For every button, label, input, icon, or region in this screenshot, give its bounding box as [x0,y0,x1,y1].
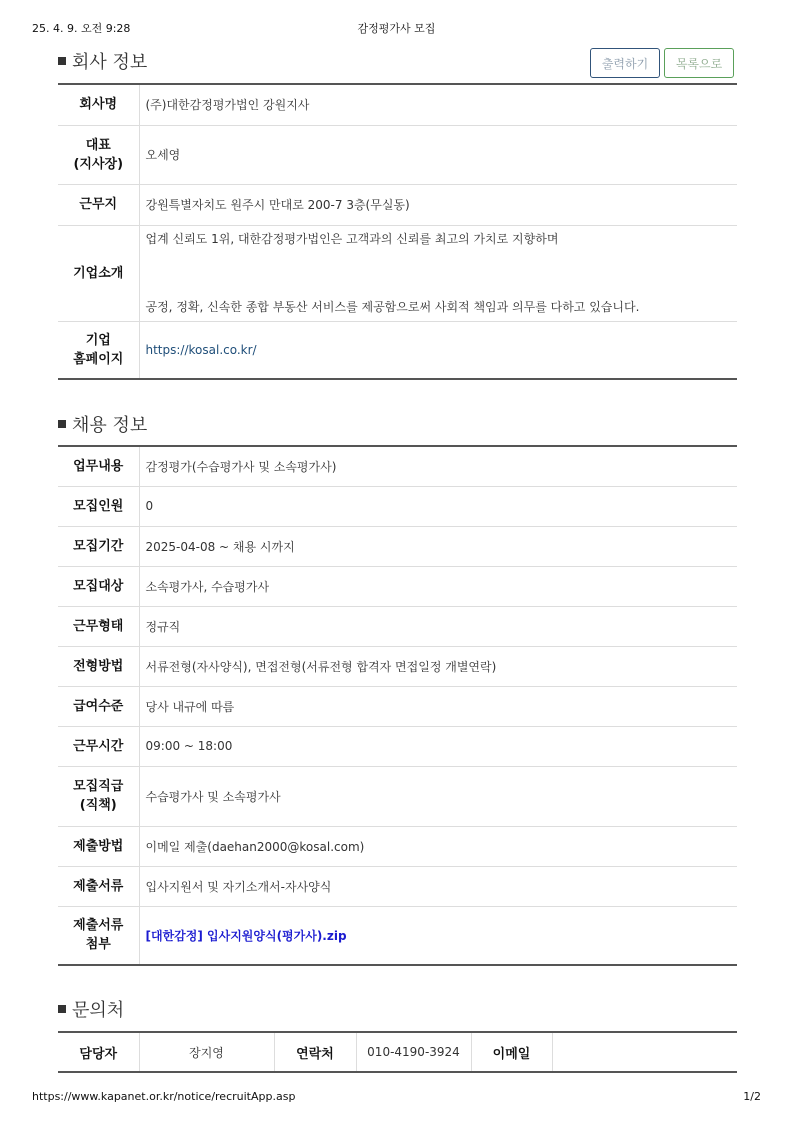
contact-section-title: 문의처 [58,996,124,1022]
print-footer [32,1090,761,1106]
page-url: https://www.kapanet.or.kr/notice/recruitApp.asp [32,1090,296,1103]
row-value: 0 [139,486,737,526]
table-row [58,766,737,826]
table-row [58,1032,737,1072]
table-row [58,184,737,225]
table-row [58,726,737,766]
row-label: 기업 홈페이지 [58,321,139,379]
row-value: 수습평가사 및 소속평가사 [139,766,737,826]
print-button[interactable]: 출력하기 [590,48,660,78]
row-label: 전형방법 [58,646,139,686]
table-row [58,486,737,526]
action-buttons [590,48,734,78]
company-section-title: 회사 정보 [58,48,147,74]
manager-value: 장지영 [139,1032,274,1072]
row-value: 이메일 제출(daehan2000@kosal.com) [139,826,737,866]
contact-table [58,1031,737,1073]
table-row [58,321,737,379]
table-row [58,826,737,866]
table-row [58,225,737,321]
table-row [58,566,737,606]
email-label: 이메일 [471,1032,552,1072]
row-label: 모집직급 (직책) [58,766,139,826]
workplace: 강원특별자치도 원주시 만대로 200-7 3층(무실동) [139,184,737,225]
table-row [58,526,737,566]
company-info-table [58,83,737,380]
row-label: 대표 (지사장) [58,125,139,184]
square-bullet-icon [58,1005,66,1013]
table-row [58,125,737,184]
row-value: 2025-04-08 ~ 채용 시까지 [139,526,737,566]
print-header [32,20,761,36]
square-bullet-icon [58,57,66,65]
row-label: 모집기간 [58,526,139,566]
row-label: 근무형태 [58,606,139,646]
recruit-section-title: 채용 정보 [58,411,147,437]
table-row [58,84,737,125]
company-intro [139,225,737,321]
row-label: 근무시간 [58,726,139,766]
row-value: 09:00 ~ 18:00 [139,726,737,766]
row-value: 입사지원서 및 자기소개서-자사양식 [139,866,737,906]
row-label: 제출서류 [58,866,139,906]
table-row [58,866,737,906]
table-row [58,446,737,486]
row-label: 모집대상 [58,566,139,606]
print-title: 감정평가사 모집 [357,22,436,35]
row-label: 제출서류 첨부 [58,906,139,965]
row-value: 소속평가사, 수습평가사 [139,566,737,606]
row-label: 회사명 [58,84,139,125]
row-label: 기업소개 [58,225,139,321]
phone-label: 연락처 [274,1032,356,1072]
intro-line: 공정, 정확, 신속한 종합 부동산 서비스를 제공함으로써 사회적 책임과 의무를 다하고 있습니다. [145,299,640,314]
row-value: 정규직 [139,606,737,646]
row-label: 업무내용 [58,446,139,486]
intro-line: 업계 신뢰도 1위, 대한감정평가법인은 고객과의 신뢰를 최고의 가치로 지향하며 [145,231,559,246]
row-label: 모집인원 [58,486,139,526]
row-label: 근무지 [58,184,139,225]
row-value: 당사 내규에 따름 [139,686,737,726]
row-value: 서류전형(자사양식), 면접전형(서류전형 합격자 면접일정 개별연락) [139,646,737,686]
table-row [58,606,737,646]
print-date: 25. 4. 9. 오전 9:28 [32,22,131,35]
page-number: 1/2 [743,1090,761,1103]
phone-value: 010-4190-3924 [356,1032,471,1072]
table-row [58,686,737,726]
email-value [552,1032,737,1072]
list-button[interactable]: 목록으로 [664,48,734,78]
recruit-info-table [58,445,737,966]
square-bullet-icon [58,420,66,428]
manager-label: 담당자 [58,1032,139,1072]
row-label: 제출방법 [58,826,139,866]
row-label: 급여수준 [58,686,139,726]
attachment-link[interactable]: [대한감정] 입사지원양식(평가사).zip [145,928,347,943]
table-row [58,906,737,965]
table-row [58,646,737,686]
row-value: 감정평가(수습평가사 및 소속평가사) [139,446,737,486]
company-name: (주)대한감정평가법인 강원지사 [139,84,737,125]
homepage-link[interactable]: https://kosal.co.kr/ [145,342,257,357]
representative: 오세영 [139,125,737,184]
